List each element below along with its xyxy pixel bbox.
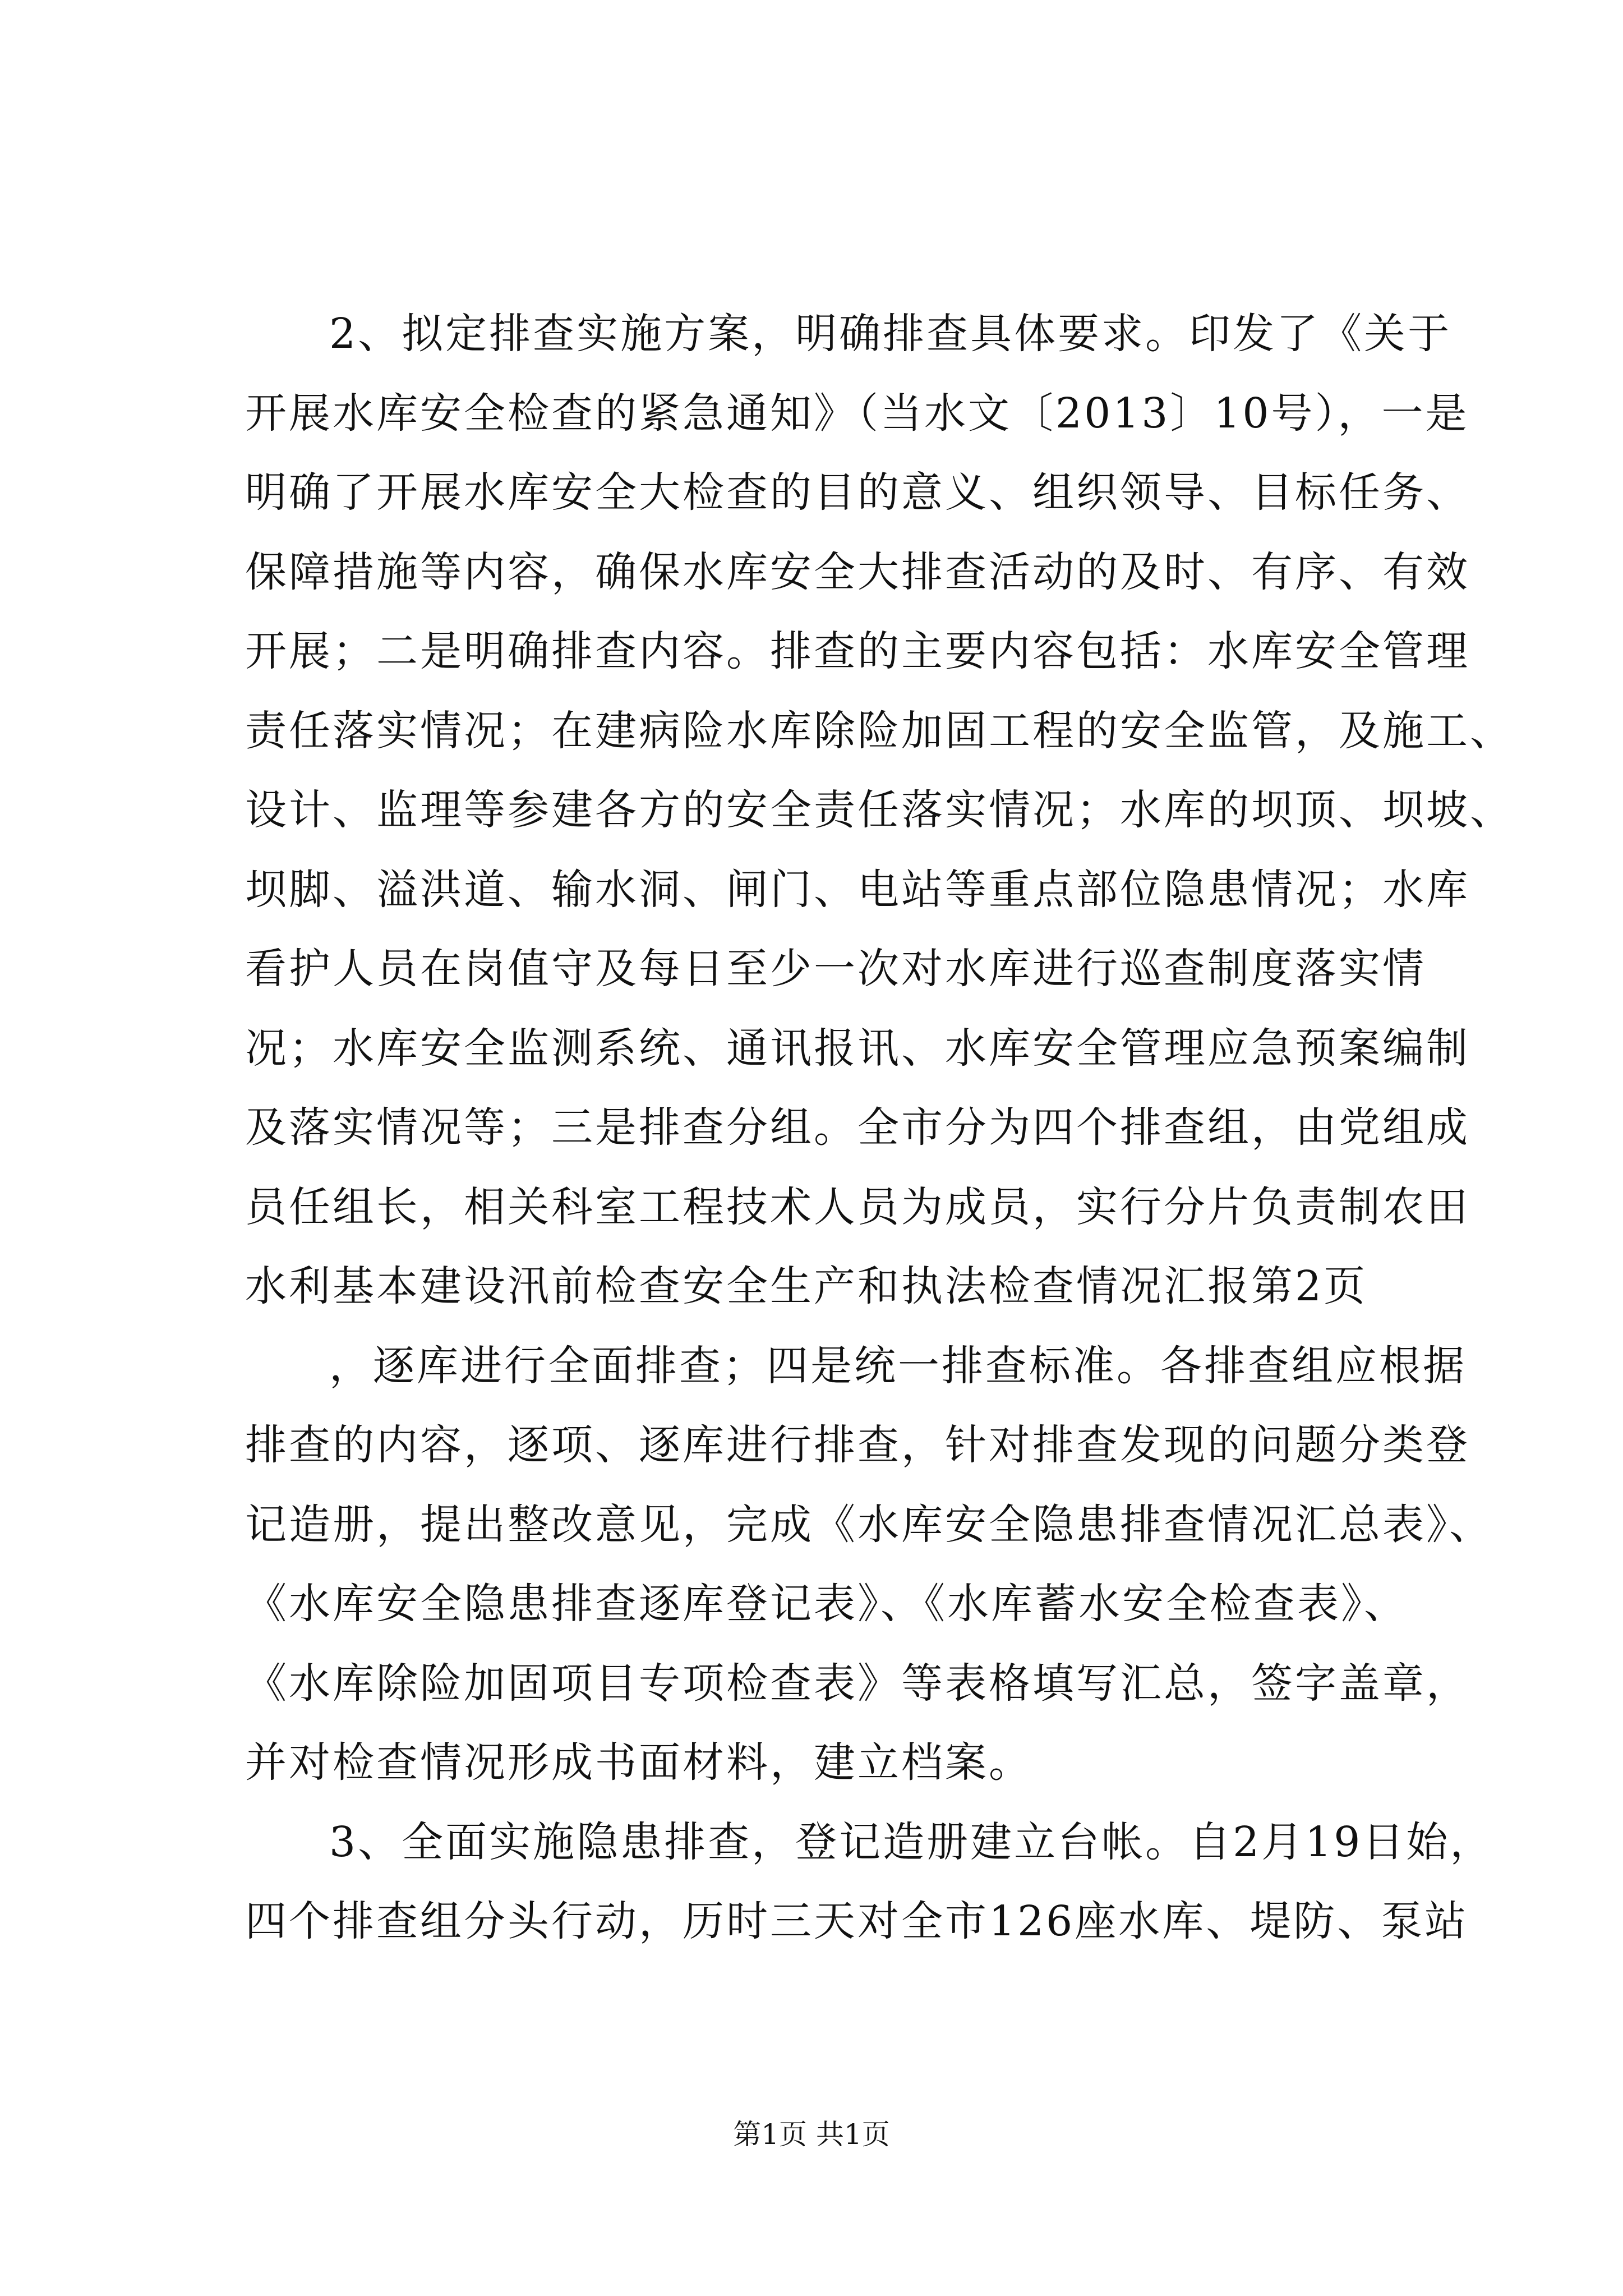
paragraph-line: 看护人员在岗值守及每日至少一次对水库进行巡查制度落实情 [245, 945, 1426, 993]
paragraph-line: 排查的内容，逐项、逐库进行排查，针对排查发现的问题分类登 [245, 1421, 1470, 1469]
paragraph-line: 四个排查组分头行动，历时三天对全市126座水库、堤防、泵站 [245, 1897, 1469, 1945]
paragraph-line: 明确了开展水库安全大检查的目的意义、组织领导、目标任务、 [245, 468, 1470, 517]
paragraph-line: 况；水库安全监测系统、通讯报讯、水库安全管理应急预案编制 [245, 1024, 1470, 1073]
page-footer: 第1页 共1页 [733, 2118, 890, 2151]
paragraph-line: 并对检查情况形成书面材料，建立档案。 [245, 1738, 1032, 1787]
paragraph-line: 3、全面实施隐患排查，登记造册建立台帐。自2月19日始， [329, 1818, 1494, 1866]
paragraph-line: 2、拟定排查实施方案，明确排查具体要求。印发了《关于 [329, 310, 1452, 358]
paragraph-line: 坝脚、溢洪道、输水洞、闸门、电站等重点部位隐患情况；水库 [245, 865, 1470, 914]
paragraph-line: 开展；二是明确排查内容。排查的主要内容包括：水库安全管理 [245, 627, 1470, 675]
document-body [245, 295, 1514, 1962]
paragraph-line: 《水库安全隐患排查逐库登记表》、《水库蓄水安全检查表》、 [245, 1580, 1408, 1628]
paragraph-line: ，逐库进行全面排查；四是统一排查标准。各排查组应根据 [329, 1341, 1467, 1390]
paragraph-line: 责任落实情况；在建病险水库除险加固工程的安全监管，及施工、 [245, 706, 1514, 755]
paragraph-line: 保障措施等内容，确保水库安全大排查活动的及时、有序、有效 [245, 547, 1470, 596]
paragraph-line: 及落实情况等；三是排查分组。全市分为四个排查组，由党组成 [245, 1103, 1470, 1152]
paragraph-line: 设计、监理等参建各方的安全责任落实情况；水库的坝顶、坝坡、 [245, 786, 1514, 834]
paragraph-line: 水利基本建设汛前检查安全生产和执法检查情况汇报第2页 [245, 1262, 1368, 1310]
paragraph-line: 《水库除险加固项目专项检查表》等表格填写汇总，签字盖章， [245, 1659, 1470, 1708]
paragraph-line: 员任组长，相关科室工程技术人员为成员，实行分片负责制农田 [245, 1182, 1470, 1231]
paragraph-line: 开展水库安全检查的紧急通知》（当水文〔2013〕10号），一是 [245, 389, 1469, 438]
paragraph-line: 记造册，提出整改意见，完成《水库安全隐患排查情况汇总表》、 [245, 1500, 1493, 1549]
